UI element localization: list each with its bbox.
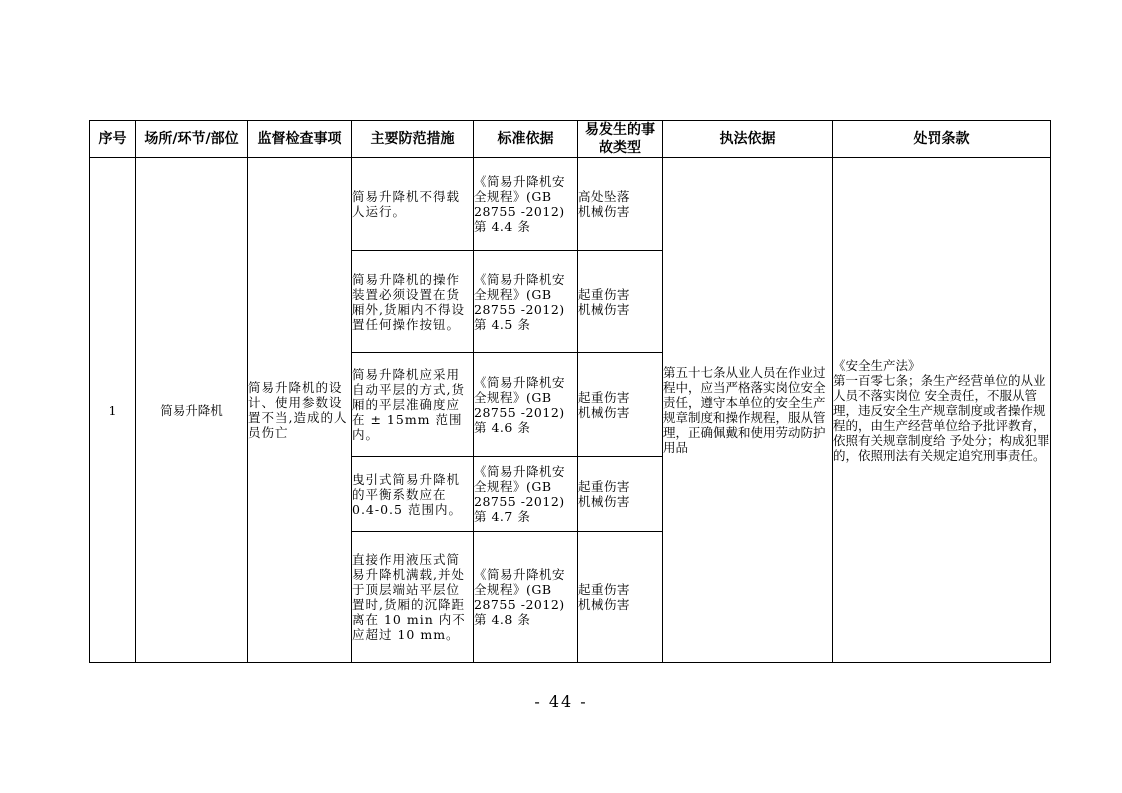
header-law: 执法依据 — [663, 121, 833, 158]
table-row — [90, 158, 1051, 251]
header-row — [90, 121, 1051, 158]
row-law: 第五十七条从业人员在作业过程中，应当严格落实岗位安全责任，遵守本单位的安全生产规章制度和操作规程，服从管理，正确佩戴和使用劳动防护用品 — [663, 158, 833, 663]
accident-cell: 起重伤害 机械伤害 — [578, 353, 663, 457]
header-standard: 标准依据 — [474, 121, 578, 158]
row-item: 简易升降机的设计、使用参数设置不当,造成的人员伤亡 — [248, 158, 352, 663]
accident-cell: 起重伤害 机械伤害 — [578, 251, 663, 353]
measure-cell: 简易升降机不得载人运行。 — [352, 158, 474, 251]
standard-cell: 《简易升降机安全规程》(GB 28755 -2012) 第 4.5 条 — [474, 251, 578, 353]
header-place: 场所/环节/部位 — [136, 121, 248, 158]
accident-cell: 起重伤害 机械伤害 — [578, 532, 663, 663]
measure-cell: 直接作用液压式简易升降机满载,并处于顶层端站平层位置时,货厢的沉降距离在 10 min 内不应超过 10 mm。 — [352, 532, 474, 663]
header-penalty: 处罚条款 — [833, 121, 1051, 158]
measure-cell: 简易升降机应采用自动平层的方式,货厢的平层准确度应在 ± 15mm 范围内。 — [352, 353, 474, 457]
inspection-table — [89, 120, 1051, 663]
standard-cell: 《简易升降机安全规程》(GB 28755 -2012) 第 4.6 条 — [474, 353, 578, 457]
row-penalty: 《安全生产法》 第一百零七条；条生产经营单位的从业人员不落实岗位 安全责任，不服从管理，违反安全生产规章制度或者操作规 程的，由生产经营单位给予批评教育，依照有关规章制度给 予处分；构成犯罪的，依照刑法有关规定追究刑事责任。 — [833, 158, 1051, 663]
header-accident: 易发生的事故类型 — [578, 121, 663, 158]
standard-cell: 《简易升降机安全规程》(GB 28755 -2012) 第 4.4 条 — [474, 158, 578, 251]
standard-cell: 《简易升降机安全规程》(GB 28755 -2012) 第 4.8 条 — [474, 532, 578, 663]
standard-cell: 《简易升降机安全规程》(GB 28755 -2012) 第 4.7 条 — [474, 457, 578, 532]
measure-cell: 简易升降机的操作装置必须设置在货厢外,货厢内不得设置任何操作按钮。 — [352, 251, 474, 353]
accident-cell: 高处坠落 机械伤害 — [578, 158, 663, 251]
header-item: 监督检查事项 — [248, 121, 352, 158]
page-number: - 44 - — [534, 692, 588, 711]
measure-cell: 曳引式简易升降机的平衡系数应在 0.4-0.5 范围内。 — [352, 457, 474, 532]
header-measures: 主要防范措施 — [352, 121, 474, 158]
accident-cell: 起重伤害 机械伤害 — [578, 457, 663, 532]
row-seq: 1 — [90, 158, 136, 663]
row-place: 简易升降机 — [136, 158, 248, 663]
header-seq: 序号 — [90, 121, 136, 158]
